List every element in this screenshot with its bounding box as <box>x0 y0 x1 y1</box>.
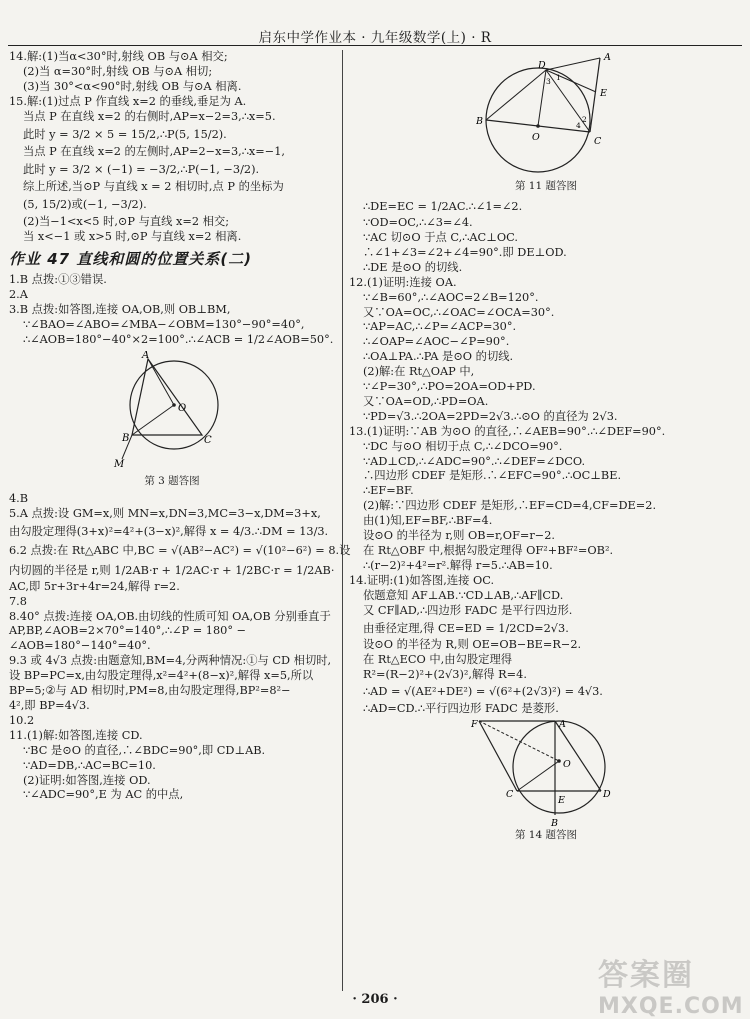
text-line: ∵∠P=30°,∴PO=2OA=OD+PD. <box>363 380 536 394</box>
answers-4-11 <box>9 492 351 803</box>
label-D: D <box>538 60 546 71</box>
figure-11 <box>476 52 616 180</box>
watermark-line2: MXQE.COM <box>598 994 744 1019</box>
text-line: ∵AD⊥CD,∴∠ADC=90°.∴∠DEF=∠DCO. <box>363 454 586 468</box>
figure-14-diagram <box>471 719 621 829</box>
text-line: 4²,即 BP=4√3. <box>9 699 90 712</box>
label-B: B <box>551 817 558 829</box>
header-rule <box>8 45 742 46</box>
label-D: D <box>603 788 611 800</box>
text-line: 在 Rt△ECO 中,由勾股定理得 <box>363 652 513 666</box>
text-line: ∴AD = √(AE²+DE²) = √(6²+(2√3)²) = 4√3. <box>363 685 603 699</box>
label-C: C <box>594 136 602 147</box>
text-line: 当点 P 在直线 x=2 的左侧时,AP=2−x=3,∴x=−1, <box>23 144 286 158</box>
text-line: ∴EF=BF. <box>363 484 414 498</box>
text-line: 内切圆的半径是 r,则 1/2AB·r + 1/2AC·r + 1/2BC·r = 1/2AB· <box>9 563 335 577</box>
figure-14 <box>471 719 621 829</box>
text-line: ∴AD=CD.∴平行四边形 FADC 是菱形. <box>363 701 559 715</box>
text-line: 此时 y = 3/2 × (−1) = −3/2,∴P(−1, −3/2). <box>23 162 260 176</box>
text-line: AP,BP,∠AOB=2×70°=140°,∴∠P = 180° − <box>9 624 247 638</box>
text-line: 1.B 点拨:①③错误. <box>9 272 107 286</box>
angle-3: 3 <box>546 77 551 86</box>
text-line: 又 CF∥AD,∴四边形 FADC 是平行四边形. <box>363 603 573 617</box>
text-line: ∵AP=AC,∴∠P=∠ACP=30°. <box>363 320 517 334</box>
text-line: 在 Rt△OBF 中,根据勾股定理得 OF²+BF²=OB². <box>363 544 614 557</box>
label-A: A <box>559 718 566 730</box>
text-line: (5, 15/2)或(−1, −3/2). <box>23 198 147 211</box>
text-line: 当点 P 在直线 x=2 的右侧时,AP=x−2=3,∴x=5. <box>23 109 276 123</box>
text-line: ∵BC 是⊙O 的直径,∴∠BDC=90°,即 CD⊥AB. <box>23 743 266 757</box>
text-line: ∴∠OAP=∠AOC−∠P=90°. <box>363 335 510 349</box>
text-line: 此时 y = 3/2 × 5 = 15/2,∴P(5, 15/2). <box>23 127 227 141</box>
text-line: 依题意知 AF⊥AB.∵CD⊥AB,∴AF∥CD. <box>363 588 564 602</box>
text-line: ∵AD=DB,∴AC=BC=10. <box>23 758 156 772</box>
text-line: 6.2 点拨:在 Rt△ABC 中,BC = √(AB²−AC²) = √(10²−6²) = 8.设 <box>9 544 351 558</box>
label-C: C <box>506 788 514 800</box>
text-line: 7.8 <box>9 594 27 608</box>
text-line: 4.B <box>9 492 29 506</box>
text-line: ∴DE=EC = 1/2AC.∴∠1=∠2. <box>363 199 523 213</box>
text-line: (2)证明:如答图,连接 OD. <box>23 773 151 787</box>
text-line: ∴OA⊥PA.∴PA 是⊙O 的切线. <box>363 350 514 364</box>
text-line: 8.40° 点拨:连接 OA,OB.由切线的性质可知 OA,OB 分别垂直于 <box>9 609 331 623</box>
text-line: 14.解:(1)当α<30°时,射线 OB 与⊙A 相交; <box>9 50 228 63</box>
watermark-line1: 答案圈 <box>598 958 694 993</box>
text-line: (2)解:∵四边形 CDEF 是矩形,∴EF=CD=4,CF=DE=2. <box>363 499 657 513</box>
text-line: AC,即 5r+3r+4r=24,解得 r=2. <box>9 579 180 593</box>
page-number: · 206 · <box>352 992 398 1007</box>
label-O: O <box>178 403 187 415</box>
text-line: 当 x<−1 或 x>5 时,⊙P 与直线 x=2 相离. <box>23 230 242 244</box>
figure-14-caption: 第 14 题答图 <box>514 828 578 841</box>
text-line: 又∵OA=OC,∴∠OAC=∠OCA=30°. <box>363 305 555 319</box>
text-line: 15.解:(1)过点 P 作直线 x=2 的垂线,垂足为 A. <box>9 94 247 108</box>
text-line: ∴(r−2)²+4²=r².解得 r=5.∴AB=10. <box>363 558 553 572</box>
text-line: ∵∠BAO=∠ABO=∠MBA−∠OBM=130°−90°=40°, <box>23 317 305 331</box>
label-A: A <box>142 351 150 362</box>
text-line: ∴四边形 CDEF 是矩形.∴∠EFC=90°.∴OC⊥BE. <box>363 469 622 483</box>
text-line: ∵DC 与⊙O 相切于点 C,∴∠DCO=90°. <box>363 439 563 453</box>
section-title: 作业 47 直线和圆的位置关系(二) <box>9 250 253 269</box>
text-line: BP=5;②与 AD 相切时,PM=8,由勾股定理得,BP²=8²− <box>9 684 291 698</box>
text-line: ∴∠AOB=180°−40°×2=100°.∴∠ACB = 1/2∠AOB=50°. <box>23 332 334 346</box>
text-line: ∵∠ADC=90°,E 为 AC 的中点, <box>23 788 184 802</box>
label-F: F <box>471 718 478 730</box>
text-line: ∵OD=OC,∴∠3=∠4. <box>363 216 473 230</box>
answers-11-14 <box>349 197 743 717</box>
angle-2: 2 <box>582 115 587 124</box>
text-line: ∠AOB=180°−140°=40°. <box>9 639 151 653</box>
label-B: B <box>476 116 483 127</box>
text-line: 由垂径定理,得 CE=ED = 1/2CD=2√3. <box>363 621 569 635</box>
text-line: ∵∠B=60°,∴∠AOC=2∠B=120°. <box>363 290 539 304</box>
text-line: 5.A 点拨:设 GM=x,则 MN=x,DN=3,MC=3−x,DM=3+x, <box>9 507 321 521</box>
text-line: 由(1)知,EF=BF,∴BF=4. <box>363 514 493 528</box>
label-M: M <box>114 459 125 471</box>
angle-1: 1 <box>556 73 561 82</box>
label-E: E <box>558 794 565 806</box>
answers-1-3 <box>9 273 335 348</box>
text-line: (2)当−1<x<5 时,⊙P 与直线 x=2 相交; <box>23 215 230 229</box>
text-line: 又∵OA=OD,∴PD=OA. <box>363 394 489 408</box>
text-line: 9.3 或 4√3 点拨:由题意知,BM=4,分两种情况:①与 CD 相切时, <box>9 654 332 668</box>
label-E: E <box>600 88 607 99</box>
text-line: (2)当 α=30°时,射线 OB 与⊙A 相切; <box>23 64 213 78</box>
figure-3 <box>112 351 232 475</box>
answers-14-15 <box>9 50 335 245</box>
text-line: 综上所述,当⊙P 与直线 x = 2 相切时,点 P 的坐标为 <box>23 180 284 194</box>
text-line: 设 BP=PC=x,由勾股定理得,x²=4²+(8−x)²,解得 x=5,所以 <box>9 669 314 683</box>
watermark-logo <box>598 950 744 1019</box>
figure-3-diagram <box>112 351 232 475</box>
text-line: 11.(1)解:如答图,连接 CD. <box>9 728 143 742</box>
label-C: C <box>204 435 212 447</box>
text-line: ∵PD=√3.∴2OA=2PD=2√3.∴⊙O 的直径为 2√3. <box>363 409 618 423</box>
text-line: 由勾股定理得(3+x)²=4²+(3−x)²,解得 x = 4/3.∴DM = 13/3. <box>9 525 329 539</box>
text-line: ∴∠1+∠3=∠2+∠4=90°.即 DE⊥OD. <box>363 245 567 259</box>
header-title: 启东中学作业本 · 九年级数学(上) · R <box>258 30 492 46</box>
text-line: 3.B 点拨:如答图,连接 OA,OB,则 OB⊥BM, <box>9 302 231 316</box>
left-column <box>9 50 351 803</box>
text-line: ∴DE 是⊙O 的切线. <box>363 260 463 274</box>
text-line: 12.(1)证明:连接 OA. <box>349 275 457 289</box>
angle-4: 4 <box>576 121 581 130</box>
label-O: O <box>532 132 540 143</box>
text-line: 2.A <box>9 287 28 301</box>
text-line: 13.(1)证明:∵AB 为⊙O 的直径,∴∠AEB=90°.∴∠DEF=90°. <box>349 424 666 438</box>
column-divider <box>342 50 343 991</box>
figure-11-caption: 第 11 题答图 <box>514 180 578 192</box>
right-column <box>349 50 743 845</box>
figure-11-diagram <box>476 52 616 180</box>
figure-3-caption: 第 3 题答图 <box>144 475 200 488</box>
text-line: 10.2 <box>9 713 35 727</box>
text-line: 设⊙O 的半径为 R,则 OE=OB−BE=R−2. <box>363 637 582 651</box>
text-line: R²=(R−2)²+(2√3)²,解得 R=4. <box>363 667 527 681</box>
text-line: (2)解:在 Rt△OAP 中, <box>363 365 475 379</box>
text-line: 14.证明:(1)如答图,连接 OC. <box>349 573 495 587</box>
text-line: 设⊙O 的半径为 r,则 OB=r,OF=r−2. <box>363 529 556 543</box>
text-line: ∵AC 切⊙O 于点 C,∴AC⊥OC. <box>363 230 518 244</box>
page-header <box>0 0 750 46</box>
text-line: (3)当 30°<α<90°时,射线 OB 与⊙A 相离. <box>23 79 242 93</box>
label-O: O <box>563 758 571 770</box>
label-B: B <box>122 433 130 445</box>
label-A: A <box>604 52 611 63</box>
